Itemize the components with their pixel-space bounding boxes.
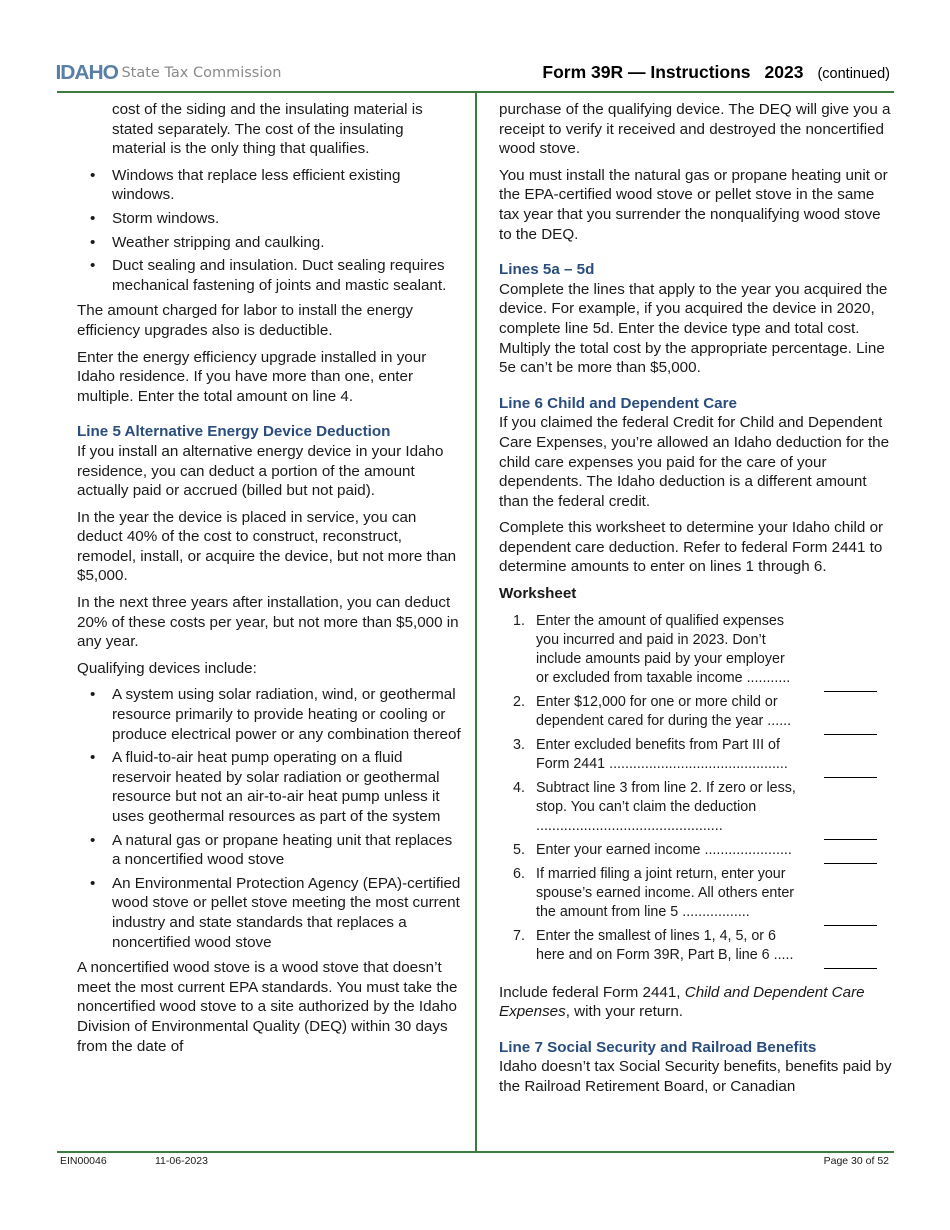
text-run: , with your return. <box>565 1003 684 1021</box>
line-number: 1. <box>513 612 525 629</box>
worksheet-line <box>499 612 895 688</box>
paragraph: In the next three years after installation, you can deduct 20% of these costs per year, but not more than $5,000 in any year. <box>77 594 459 651</box>
paragraph: The amount charged for labor to install the energy efficiency upgrades also is deductible. <box>77 302 414 339</box>
worksheet-line <box>499 927 895 965</box>
form-name-italic: Child and Dependent Care Expenses <box>499 983 865 1021</box>
worksheet-line <box>499 865 895 922</box>
right-column <box>499 100 895 1104</box>
paragraph: cost of the siding and the insulating material is stated separately. The cost of the insulating material is the only thing that qualifies. <box>112 101 423 158</box>
worksheet-line <box>499 736 895 774</box>
list-item: • Storm windows. <box>77 209 461 229</box>
idaho-logo <box>57 62 281 84</box>
paragraph: If you install an alternative energy device in your Idaho residence, you can deduct a portion of the amount actually paid or accrued (billed but not paid). <box>77 442 444 500</box>
paragraph: purchase of the qualifying device. The DEQ will give you a receipt to verify it received and destroyed the noncertified wood stove. <box>499 101 891 158</box>
list-item: • An Environmental Protection Agency (EPA)-certified wood stove or pellet stove meeting the most current industry and state standards that replaces a noncertified wood stove <box>77 874 461 952</box>
entry-blank[interactable] <box>824 777 877 778</box>
list-item: • A natural gas or propane heating unit that replaces a noncertified wood stove <box>77 831 461 870</box>
paragraph: You must install the natural gas or propane heating unit or the EPA-certified wood stove or pellet stove in the same tax year that you surrender the nonqualifying wood stove to the DEQ. <box>499 166 888 243</box>
line-number: 4. <box>513 779 525 796</box>
section-heading-line5: Line 5 Alternative Energy Device Deduction <box>77 423 391 441</box>
paragraph: If you claimed the federal Credit for Child and Dependent Care Expenses, you’re allowed an Idaho deduction for the child care expenses you paid for the care of your dependents. The Idaho deduction is a different amount than the federal credit. <box>499 414 890 510</box>
line-number: 6. <box>513 865 525 882</box>
line-number: 2. <box>513 693 525 710</box>
footer-page-number: Page 30 of 52 <box>823 1155 889 1167</box>
logo-mark: IDAHO <box>55 61 118 84</box>
form-year: 2023 <box>764 62 804 82</box>
paragraph <box>499 983 895 1022</box>
paragraph: A noncertified wood stove is a wood stove that doesn’t meet the most current EPA standards. You must take the noncertified wood stove to a site authorized by the Idaho Division of Environmental Quality (DEQ) within 30 days from the date of <box>77 959 458 1055</box>
line-text: Enter the amount of qualified expenses you incurred and paid in 2023. Don’t include amounts paid by your employer or excluded from taxable income ........... <box>536 612 791 686</box>
line-text: Enter your earned income ...................... <box>536 841 792 858</box>
text-run: Include federal Form 2441, <box>499 983 685 1001</box>
paragraph: In the year the device is placed in service, you can deduct 40% of the cost to construct, reconstruct, remodel, install, or acquire the device, but not more than $5,000. <box>77 508 457 585</box>
footer-date: 11-06-2023 <box>155 1155 208 1167</box>
line-text: Enter excluded benefits from Part III of Form 2441 ............................................. <box>536 736 788 772</box>
upgrade-list <box>77 166 461 296</box>
continued-label: (continued) <box>817 66 890 82</box>
worksheet <box>499 612 895 965</box>
footer-rule <box>57 1151 894 1153</box>
entry-blank[interactable] <box>824 734 877 735</box>
line-number: 5. <box>513 841 525 858</box>
footer-code: EIN00046 <box>60 1155 107 1167</box>
worksheet-title: Worksheet <box>499 585 577 603</box>
entry-blank[interactable] <box>824 691 877 692</box>
list-item: • Duct sealing and insulation. Duct sealing requires mechanical fastening of joints and mastic sealant. <box>77 256 461 295</box>
paragraph: Complete this worksheet to determine your Idaho child or dependent care deduction. Refer to federal Form 2441 to determine amounts to enter on lines 1 through 6. <box>499 519 884 576</box>
worksheet-line <box>499 693 895 731</box>
list-item: • A fluid-to-air heat pump operating on a fluid reservoir heated by solar radiation or geothermal resource but not an air-to-air heat pump unless it uses geothermal resources as part of the system <box>77 748 461 826</box>
entry-blank[interactable] <box>824 968 877 969</box>
worksheet-line <box>499 841 895 860</box>
line-text: Subtract line 3 from line 2. If zero or less, stop. You can’t claim the deduction ............................................... <box>536 779 796 834</box>
line-number: 3. <box>513 736 525 753</box>
list-item: • A system using solar radiation, wind, or geothermal resource primarily to provide heating or cooling or produce electrical power or any combination thereof <box>77 685 461 744</box>
paragraph: Complete the lines that apply to the year you acquired the device. For example, if you acquired the device in 2020, complete line 5d. Enter the device type and total cost. Multiply the total cost by the appropriate percentage. Line 5e can’t be more than $5,000. <box>499 280 888 377</box>
entry-blank[interactable] <box>824 863 877 864</box>
section-heading-line7: Line 7 Social Security and Railroad Benefits <box>499 1038 817 1056</box>
line-text: Enter the smallest of lines 1, 4, 5, or 6 here and on Form 39R, Part B, line 6 ..... <box>536 927 794 963</box>
section-heading-lines5a5d: Lines 5a – 5d <box>499 261 595 279</box>
list-item: • Weather stripping and caulking. <box>77 233 461 253</box>
line-text: If married filing a joint return, enter your spouse’s earned income. All others enter the amount from line 5 ................. <box>536 865 795 920</box>
paragraph: Enter the energy efficiency upgrade installed in your Idaho residence. If you have more than one, enter multiple. Enter the total amount on line 4. <box>77 348 427 405</box>
entry-blank[interactable] <box>824 925 877 926</box>
logo-text: State Tax Commission <box>121 65 282 81</box>
line-number: 7. <box>513 927 525 944</box>
list-item: • Windows that replace less efficient existing windows. <box>77 166 461 205</box>
entry-blank[interactable] <box>824 839 877 840</box>
worksheet-line <box>499 779 895 836</box>
form-title-bar <box>542 62 890 83</box>
column-divider <box>475 92 477 1151</box>
line-text: Enter $12,000 for one or more child or dependent cared for during the year ...... <box>536 693 792 729</box>
device-list <box>77 685 461 952</box>
left-column <box>77 100 461 1063</box>
section-heading-line6: Line 6 Child and Dependent Care <box>499 394 737 412</box>
paragraph: Qualifying devices include: <box>77 659 257 677</box>
form-title: Form 39R — Instructions <box>542 62 751 82</box>
paragraph: Idaho doesn’t tax Social Security benefits, benefits paid by the Railroad Retirement Board, or Canadian <box>499 1058 892 1096</box>
